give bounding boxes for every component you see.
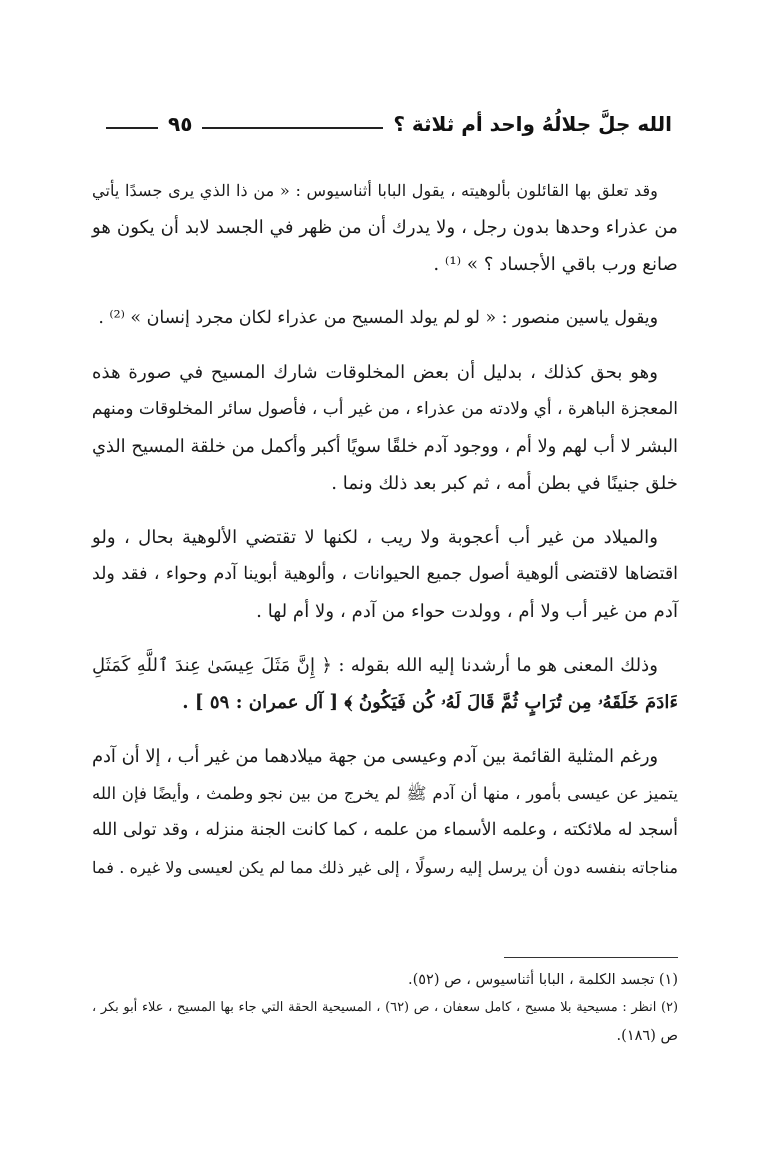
text-line: من عذراء وحدها بدون رجل ، ولا يدرك أن من ظهر في الجسد لابد أن يكون هو xyxy=(92,217,678,238)
text-line: وهو بحق كذلك ، بدليل أن بعض المخلوقات شارك المسيح في صورة هذه xyxy=(92,362,658,383)
footnote-2 xyxy=(92,994,678,1050)
text-line: ورغم المثلية القائمة بين آدم وعيسى من جهة ميلادهما من غير أب ، إلا أن آدم xyxy=(92,746,658,767)
running-header xyxy=(96,104,672,144)
footnote-line: (١) تجسد الكلمة ، البابا أثناسيوس ، ص (٥٢). xyxy=(407,972,678,988)
paragraph xyxy=(92,300,678,337)
text-line: يتميز عن عيسى بأمور ، منها أن آدم ﷺ لم يخرج من بين نجو وطمث ، وأيضًا فإن الله xyxy=(92,784,678,803)
text-line: اقتضاها لاقتضى ألوهية أصول جميع الحيوانات ، وألوهية أبوينا آدم وحواء ، فقد ولد xyxy=(92,564,678,584)
quran-verse-line: ءَادَمَ خَلَقَهُۥ مِن تُرَابٍ ثُمَّ قَالَ لَهُۥ كُن فَيَكُونُ ﴾ [ آل عمران : ٥٩ ] . xyxy=(182,692,678,713)
text-line: صانع ورب باقي الأجساد ؟ » ⁽¹⁾ . xyxy=(433,254,678,275)
footnotes xyxy=(92,966,678,1050)
paragraph-quran-citation xyxy=(92,647,678,721)
text-line: أسجد له ملائكته ، وعلمه الأسماء من علمه ، كما كانت الجنة منزله ، وقد تولى الله xyxy=(92,820,678,840)
paragraph xyxy=(92,738,678,886)
text-line: وذلك المعنى هو ما أرشدنا إليه الله بقوله : ﴿ إِنَّ مَثَلَ عِيسَىٰ عِندَ ٱللَّهِ كَمَثَلِ xyxy=(92,655,658,676)
text-line: وقد تعلق بها القائلون بألوهيته ، يقول البابا أثناسيوس : « من ذا الذي يرى جسدًا يأتي xyxy=(92,181,658,200)
text-line: المعجزة الباهرة ، أي ولادته من عذراء ، من غير أب ، فأصول سائر المخلوقات ومنهم xyxy=(91,399,678,419)
text-line: البشر لا أب لهم ولا أم ، ووجود آدم خلقًا سويًا أكبر وأكمل من خلقة المسيح الذي xyxy=(92,436,678,457)
running-title: الله جلَّ جلالُهُ واحد أم ثلاثة ؟ xyxy=(393,112,672,136)
text-line: آدم من غير أب ولا أم ، وولدت حواء من آدم ، ولا أم لها . xyxy=(256,601,678,622)
header-rule-short xyxy=(106,127,158,129)
footnote-divider xyxy=(504,957,678,958)
paragraph xyxy=(92,519,678,630)
main-text xyxy=(92,172,678,886)
paragraph xyxy=(92,172,678,283)
text-line: ويقول ياسين منصور : « لو لم يولد المسيح من عذراء لكان مجرد إنسان » ⁽²⁾ . xyxy=(98,308,658,328)
page-number: ٩٥ xyxy=(168,112,193,136)
footnote-line: ص (١٨٦). xyxy=(616,1028,678,1044)
text-line: والميلاد من غير أب أعجوبة ولا ريب ، لكنها لا تقتضي الألوهية بحال ، ولو xyxy=(92,527,658,548)
paragraph xyxy=(92,354,678,502)
footnote-line: (٢) انظر : مسيحية بلا مسيح ، كامل سعفان ، ص (٦٢) ، المسيحية الحقة التي جاء بها المسيح ، علاء أبو بكر ، xyxy=(92,1000,678,1015)
text-line: خلق جنينًا في بطن أمه ، ثم كبر بعد ذلك ونما . xyxy=(331,473,678,494)
footnote-1 xyxy=(92,966,678,994)
text-line: مناجاته بنفسه دون أن يرسل إليه رسولًا ، إلى غير ذلك مما لم يكن لعيسى ولا غيره . فما xyxy=(92,858,678,877)
header-rule xyxy=(202,127,383,129)
